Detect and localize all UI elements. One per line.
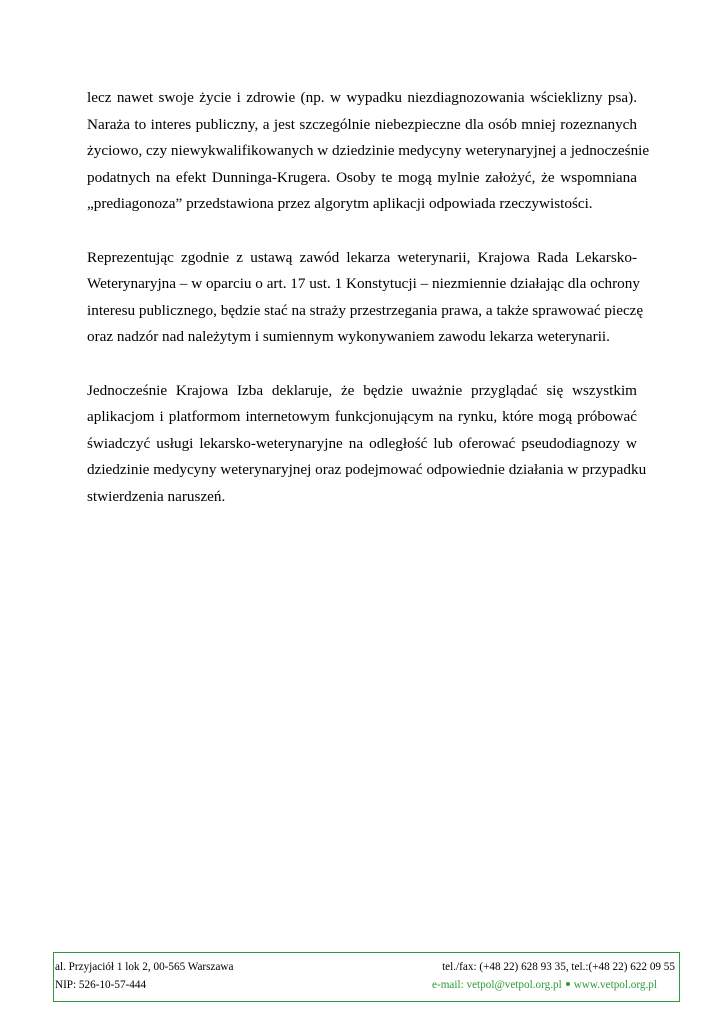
text-line: aplikacjom i platformom internetowym funkcjonującym na rynku, które mogą próbować [87,408,637,425]
bullet-separator-icon [566,982,570,986]
text-line: „prediagonoza” przedstawiona przez algorytm aplikacji odpowiada rzeczywistości. [87,195,593,212]
footer-address: al. Przyjaciół 1 lok 2, 00-565 Warszawa [55,961,234,973]
footer-phones: tel./fax: (+48 22) 628 93 35, tel.:(+48 22) 622 09 55 [442,961,675,973]
footer-website-link[interactable]: www.vetpol.org.pl [573,979,657,991]
text-line: oraz nadzór nad należytym i sumiennym wykonywaniem zawodu lekarza weterynarii. [87,328,610,345]
footer-row-online [54,977,677,994]
text-line: Weterynaryjna – w oparciu o art. 17 ust. 1 Konstytucji – niezmiennie działając dla ochrony [87,275,640,292]
paragraph-public-interest [87,85,650,218]
text-line: interesu publicznego, będzie stać na straży przestrzegania prawa, a także sprawować pieczę [87,301,644,319]
text-line: stwierdzenia naruszeń. [87,487,226,505]
text-line: życiowo, czy niewykwalifikowanych w dziedzinie medycyny weterynaryjnej a jednocześnie [87,142,650,159]
footer-email-link[interactable]: e-mail: vetpol@vetpol.org.pl [432,979,562,991]
text-line: podatnych na efekt Dunninga-Krugera. Osoby te mogą mylnie założyć, że wspomniana [87,168,637,186]
footer-online-contacts [432,977,675,994]
text-line: Reprezentując zgodnie z ustawą zawód lekarza weterynarii, Krajowa Rada Lekarsko- [87,248,637,266]
text-line: świadczyć usługi lekarsko-weterynaryjne na odległość lub oferować pseudodiagnozy w [87,434,637,452]
text-line: Naraża to interes publiczny, a jest szczególnie niebezpieczne dla osób mniej rozeznanych [87,115,637,133]
paragraph-chamber-declaration [87,378,647,511]
text-line: Jednocześnie Krajowa Izba deklaruje, że będzie uważnie przyglądać się wszystkim [87,381,637,399]
text-line: dziedzinie medycyny weterynaryjnej oraz podejmować odpowiednie działania w przypadku [87,461,647,478]
letterhead-footer [53,952,680,1002]
footer-nip: NIP: 526-10-57-444 [55,979,147,991]
footer-row-contact [54,959,677,976]
letter-body [87,85,650,537]
paragraph-council-representation [87,245,644,351]
text-line: lecz nawet swoje życie i zdrowie (np. w wypadku niezdiagnozowania wścieklizny psa). [87,89,637,106]
